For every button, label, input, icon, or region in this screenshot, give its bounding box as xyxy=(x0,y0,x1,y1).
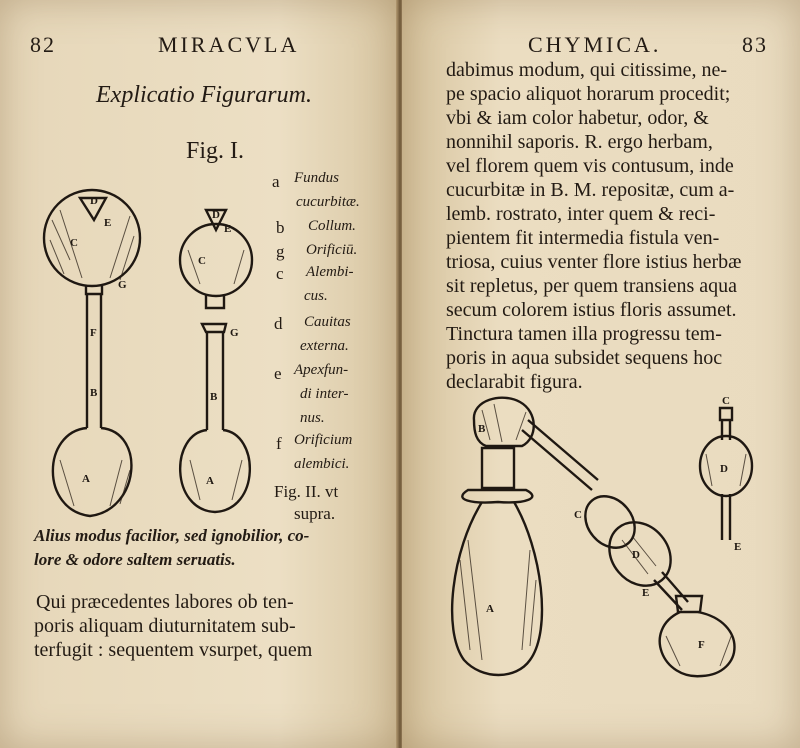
body-line: dabimus modum, qui citissime, ne- xyxy=(446,59,728,81)
body-line: poris aliquam diuturnitatem sub- xyxy=(34,615,296,637)
legend-letter: b xyxy=(276,218,285,237)
right-page xyxy=(402,0,800,748)
fig-letter: D xyxy=(720,463,728,475)
fig-letter: E xyxy=(642,587,650,599)
body-line: triosa, cuius venter flore istius herbæ xyxy=(446,251,742,273)
fig-letter: A xyxy=(206,475,214,487)
fig-letter: E xyxy=(104,217,112,229)
caption-line: Alius modus facilior, sed ignobilior, co- xyxy=(34,526,310,545)
legend-text: Alembi- xyxy=(306,264,354,280)
legend-text: Apexfun- xyxy=(294,362,349,378)
fig-letter: F xyxy=(90,327,97,339)
page-number-left: 82 xyxy=(30,32,56,57)
receiver xyxy=(660,596,735,676)
body-line: pientem fit intermedia fistula ven- xyxy=(446,227,720,249)
body-line: nonnihil saporis. R. ergo herbam, xyxy=(446,131,713,153)
body-line: vbi & iam color habetur, odor, & xyxy=(446,107,709,129)
legend-letter: e xyxy=(274,364,282,383)
fig-letter: C xyxy=(574,509,582,521)
fig-letter: D xyxy=(212,209,220,221)
fig-letter: G xyxy=(230,327,239,339)
legend-letter: f xyxy=(276,434,282,453)
fig2-note: supra. xyxy=(294,504,336,523)
body-line: terfugit : sequentem vsurpet, quem xyxy=(34,639,313,661)
body-line: vel florem quem vis contusum, inde xyxy=(446,155,734,177)
fig2-note: Fig. II. vt xyxy=(274,482,339,501)
cucurbit xyxy=(452,448,542,675)
alembic-small xyxy=(180,210,252,308)
fig-letter: C xyxy=(70,237,78,249)
body-line: pe spacio aliquot horarum procedit; xyxy=(446,83,731,105)
fig-letter: F xyxy=(698,639,705,651)
alembic-head xyxy=(474,398,598,490)
fig-letter: G xyxy=(118,279,127,291)
body-line: lemb. rostrato, inter quem & reci- xyxy=(446,203,716,225)
fig-letter: A xyxy=(486,603,494,615)
figure-label: Fig. I. xyxy=(186,138,245,164)
fig-letter: E xyxy=(734,541,742,553)
body-line: cucurbitæ in B. M. repositæ, cum a- xyxy=(446,179,735,201)
fig-letter: C xyxy=(722,395,730,407)
fig-letter: C xyxy=(198,255,206,267)
body-line: poris in aqua subsidet sequens hoc xyxy=(446,347,723,369)
running-head-left: MIRACVLA xyxy=(158,32,300,57)
legend-text: externa. xyxy=(300,338,349,354)
page-number-right: 83 xyxy=(742,32,768,57)
legend-text: cucurbitæ. xyxy=(296,194,360,210)
tall-vessel xyxy=(44,190,140,516)
body-line: sit repletus, per quem transiens aqua xyxy=(446,275,738,297)
legend-letter: c xyxy=(276,264,284,283)
legend-text: Cauitas xyxy=(304,314,351,330)
fig-letter: B xyxy=(90,387,98,399)
fig-letter: B xyxy=(210,391,218,403)
legend-letter: d xyxy=(274,314,283,333)
legend-text: di inter- xyxy=(300,386,349,402)
body-line: declarabit figura. xyxy=(446,371,583,393)
legend-text: Orificium xyxy=(294,432,353,448)
caption-line: lore & odore saltem seruatis. xyxy=(34,550,236,569)
legend-text: cus. xyxy=(304,288,328,304)
legend-text: Orificiū. xyxy=(306,242,358,258)
body-line: Qui præcedentes labores ob ten- xyxy=(36,591,294,613)
fig-letter: A xyxy=(82,473,90,485)
fig-letter: D xyxy=(90,195,98,207)
body-line: Tinctura tamen illa progressu tem- xyxy=(446,323,722,345)
fig-letter: B xyxy=(478,423,486,435)
figure-two-drawing xyxy=(442,390,792,690)
running-head-right: CHYMICA. xyxy=(528,32,662,57)
left-page xyxy=(0,0,398,748)
legend-text: Fundus xyxy=(294,170,339,186)
body-line: secum colorem istius floris assumet. xyxy=(446,299,737,321)
legend-text: nus. xyxy=(300,410,325,426)
figure-one-drawing xyxy=(30,170,270,530)
legend-text: alembici. xyxy=(294,456,350,472)
legend-text: Collum. xyxy=(308,218,356,234)
fig-letter: D xyxy=(632,549,640,561)
flask-small xyxy=(180,324,250,512)
legend-letter: g xyxy=(276,242,285,261)
legend-letter: a xyxy=(272,172,280,191)
fig-letter: E xyxy=(224,223,232,235)
section-title: Explicatio Figurarum. xyxy=(96,82,312,108)
